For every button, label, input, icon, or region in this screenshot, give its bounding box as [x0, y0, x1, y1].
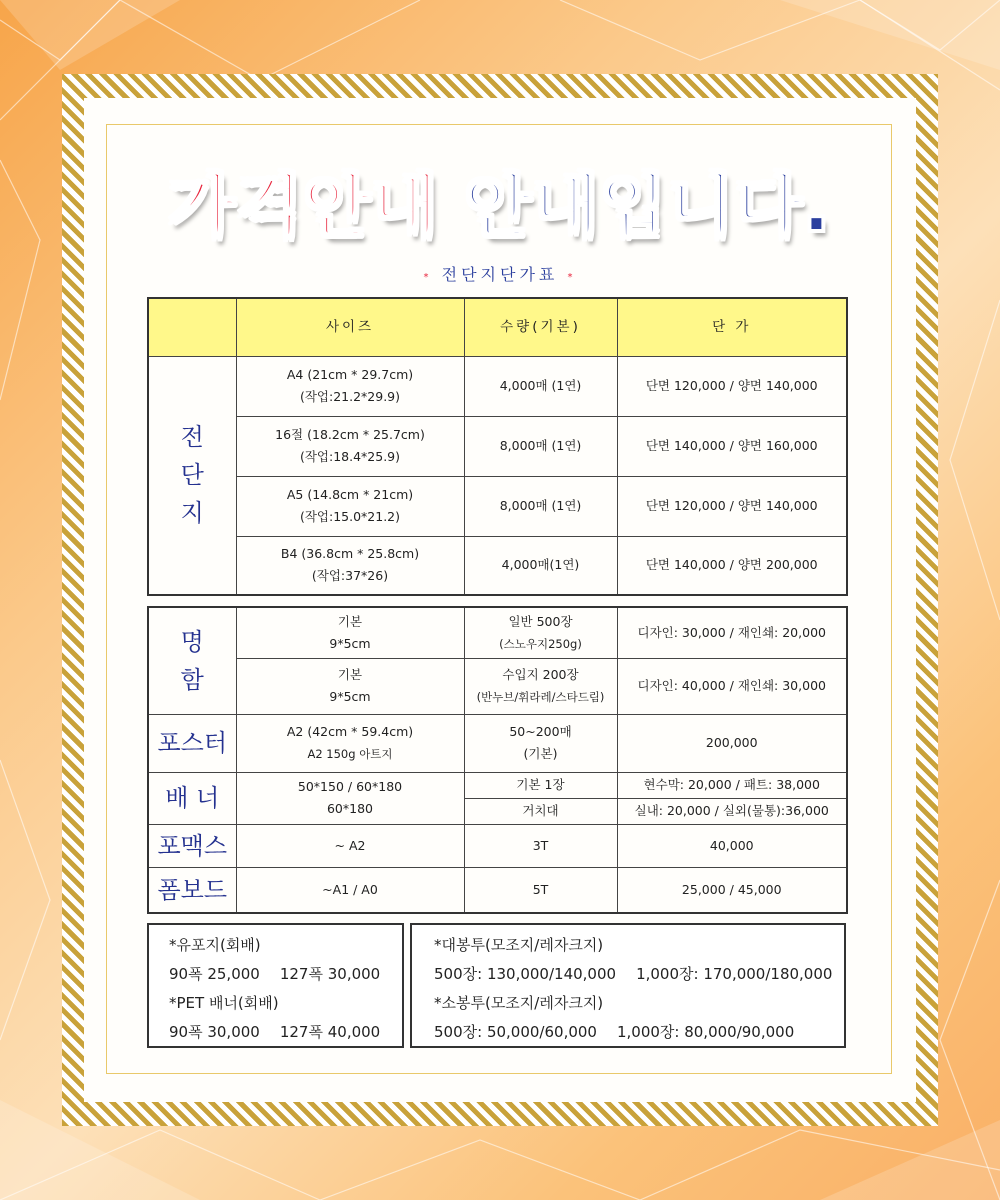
qty-cell: 4,000매 (1연)	[464, 356, 617, 416]
title-part-1: 가격안내	[168, 168, 440, 247]
spec-cell: 50*150 / 60*180 60*180	[236, 772, 464, 824]
note-heading: *소봉투(모조지/레자크지)	[434, 994, 604, 1012]
notes-box-right	[410, 923, 846, 1048]
price-cell: 단면 120,000 / 양면 140,000	[617, 476, 847, 536]
note-heading: *대봉투(모조지/레자크지)	[434, 936, 604, 954]
qty-cell: 8,000매 (1연)	[464, 476, 617, 536]
flyer-price-table	[147, 297, 848, 596]
table-row	[148, 536, 847, 595]
size-cell: 16절 (18.2cm * 25.7cm) (작업:18.4*25.9)	[236, 416, 464, 476]
table-row	[148, 867, 847, 913]
size-cell: B4 (36.8cm * 25.8cm) (작업:37*26)	[236, 536, 464, 595]
table-header-row	[148, 298, 847, 356]
header-cell-size: 사이즈	[236, 298, 464, 356]
table-row	[148, 416, 847, 476]
star-left-icon: *	[423, 272, 433, 283]
header-cell-price: 단 가	[617, 298, 847, 356]
price-cell: 단면 120,000 / 양면 140,000	[617, 356, 847, 416]
title-part-2: 안내입니다.	[465, 168, 832, 247]
note-line: 90폭 30,000 127폭 40,000	[169, 1023, 381, 1041]
price-cell: 200,000	[617, 714, 847, 772]
table-row	[148, 607, 847, 658]
spec-cell: A2 (42cm * 59.4cm) A2 150g 아트지	[236, 714, 464, 772]
qty-cell: 5T	[464, 867, 617, 913]
spec-cell: 기본 9*5cm	[236, 658, 464, 714]
note-heading: *유포지(회배)	[169, 936, 261, 954]
qty-cell: 거치대	[464, 798, 617, 824]
price-cell: 실내: 20,000 / 실외(물통):36,000	[617, 798, 847, 824]
qty-cell: 일반 500장 (스노우지250g)	[464, 607, 617, 658]
note-line: 90폭 25,000 127폭 30,000	[169, 965, 381, 983]
spec-cell: ~A1 / A0	[236, 867, 464, 913]
subtitle-text: 전단지단가표	[441, 265, 559, 284]
table-row	[148, 476, 847, 536]
note-heading: *PET 배너(회배)	[169, 994, 279, 1012]
table-row	[148, 356, 847, 416]
spec-cell: 기본 9*5cm	[236, 607, 464, 658]
category-label-business-card: 명 함	[148, 607, 236, 714]
section-subtitle	[0, 262, 1000, 285]
table-row	[148, 714, 847, 772]
notes-box-left	[147, 923, 404, 1048]
category-label-banner: 배 너	[148, 772, 236, 824]
category-label-flyer: 전 단 지	[148, 356, 236, 595]
qty-cell: 기본 1장	[464, 772, 617, 798]
other-products-table	[147, 606, 848, 914]
qty-cell: 3T	[464, 824, 617, 867]
table-row	[148, 658, 847, 714]
category-label-pomax: 포맥스	[148, 824, 236, 867]
note-line: 500장: 50,000/60,000 1,000장: 80,000/90,000	[434, 1023, 795, 1041]
star-right-icon: *	[567, 272, 577, 283]
note-line: 500장: 130,000/140,000 1,000장: 170,000/180,000	[434, 965, 833, 983]
page-title	[0, 158, 1000, 258]
price-cell: 25,000 / 45,000	[617, 867, 847, 913]
price-cell: 40,000	[617, 824, 847, 867]
qty-cell: 8,000매 (1연)	[464, 416, 617, 476]
price-cell: 현수막: 20,000 / 패트: 38,000	[617, 772, 847, 798]
qty-cell: 4,000매(1연)	[464, 536, 617, 595]
header-cell-qty: 수량(기본)	[464, 298, 617, 356]
spec-cell: ~ A2	[236, 824, 464, 867]
qty-cell: 50~200매 (기본)	[464, 714, 617, 772]
table-row	[148, 772, 847, 798]
category-label-foamboard: 폼보드	[148, 867, 236, 913]
size-cell: A5 (14.8cm * 21cm) (작업:15.0*21.2)	[236, 476, 464, 536]
category-label-poster: 포스터	[148, 714, 236, 772]
table-row	[148, 824, 847, 867]
price-cell: 디자인: 40,000 / 재인쇄: 30,000	[617, 658, 847, 714]
price-cell: 단면 140,000 / 양면 160,000	[617, 416, 847, 476]
size-cell: A4 (21cm * 29.7cm) (작업:21.2*29.9)	[236, 356, 464, 416]
price-cell: 디자인: 30,000 / 재인쇄: 20,000	[617, 607, 847, 658]
qty-cell: 수입지 200장 (반누브/휘라레/스타드림)	[464, 658, 617, 714]
header-cell-empty	[148, 298, 236, 356]
price-cell: 단면 140,000 / 양면 200,000	[617, 536, 847, 595]
